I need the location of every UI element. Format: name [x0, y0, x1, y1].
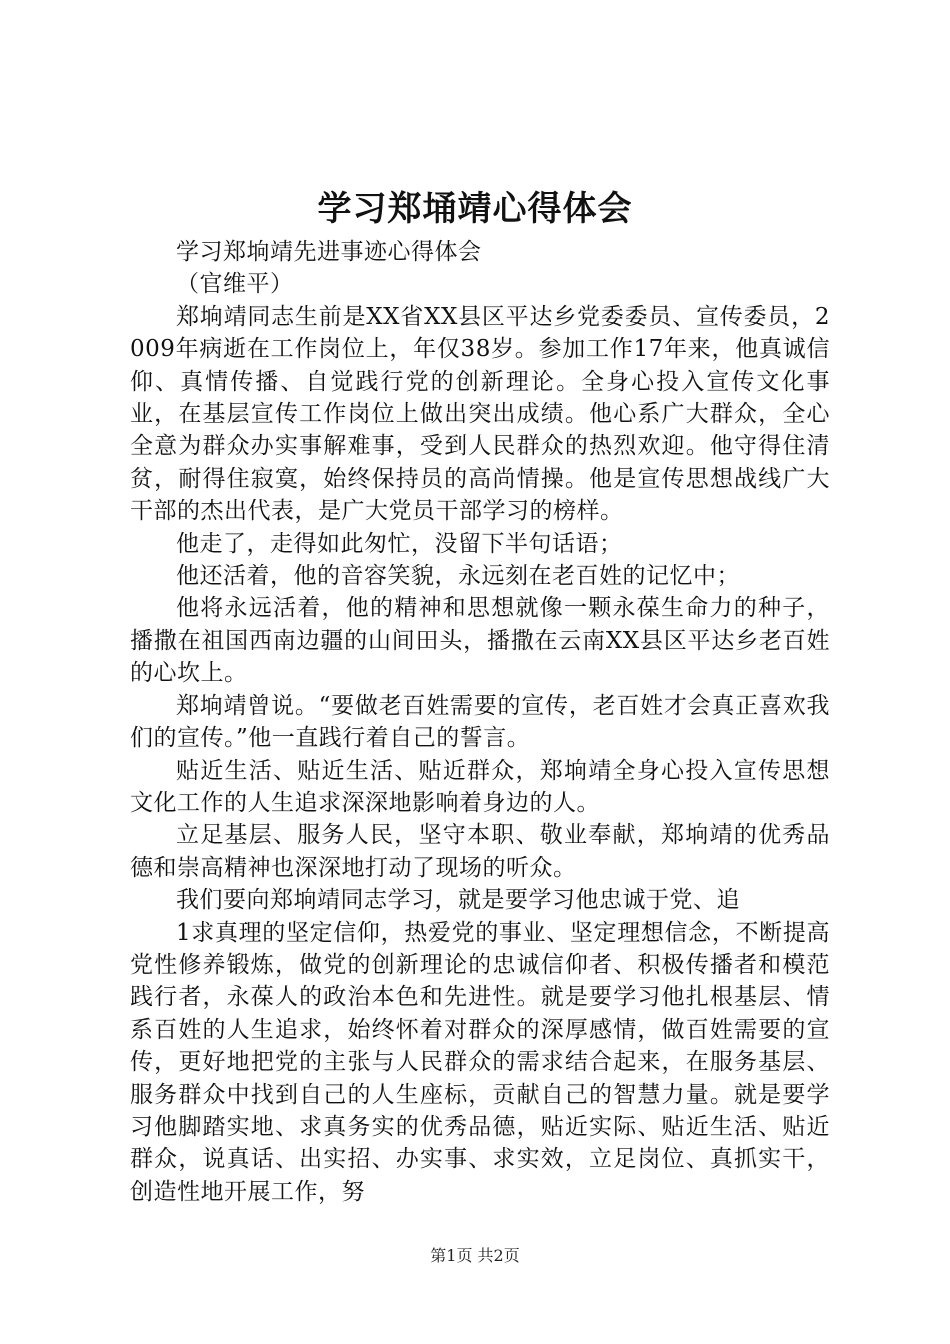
body-paragraph: 立足基层、服务人民，坚守本职、敬业奉献，郑垧靖的优秀品德和崇高精神也深深地打动了现场的听众。: [130, 822, 830, 881]
document-body: [130, 236, 830, 1208]
page-indicator: 第1页 共2页: [430, 1246, 520, 1265]
body-paragraph: 贴近生活、贴近生活、贴近群众，郑垧靖全身心投入宣传思想文化工作的人生追求深深地影响着身边的人。: [130, 757, 830, 816]
body-paragraph: 郑垧靖同志生前是XX省XX县区平达乡党委委员、宣传委员，2009年病逝在工作岗位上，年仅38岁。参加工作17年来，他真诚信仰、真情传播、自觉践行党的创新理论。全身心投入宣传文化事业，在基层宣传工作岗位上做出突出成绩。他心系广大群众，全心全意为群众办实事解难事，受到人民群众的热烈欢迎。他守得住清贫，耐得住寂寞，始终保持员的高尚情操。他是宣传思想战线广大干部的杰出代表，是广大党员干部学习的榜样。: [130, 303, 830, 525]
body-paragraph: 1求真理的坚定信仰，热爱党的事业、坚定理想信念，不断提高党性修养锻炼，做党的创新理论的忠诚信仰者、积极传播者和模范践行者，永葆人的政治本色和先进性。就是要学习他扎根基层、情系百姓的人生追求，始终怀着对群众的深厚感情，做百姓需要的宣传，更好地把党的主张与人民群众的需求结合起来，在服务基层、服务群众中找到自己的人生座标，贡献自己的智慧力量。就是要学习他脚踏实地、求真务实的优秀品德，贴近实际、贴近生活、贴近群众，说真话、出实招、办实事、求实效，立足岗位、真抓实干，创造性地开展工作，努: [130, 919, 830, 1205]
body-paragraph: 郑垧靖曾说。“要做老百姓需要的宣传，老百姓才会真正喜欢我们的宣传。”他一直践行着自己的誓言。: [130, 692, 830, 752]
document-title: 学习郑埇靖心得体会: [317, 189, 633, 229]
subtitle-paragraph: 学习郑垧靖先进事迹心得体会: [176, 239, 482, 265]
body-paragraph: 我们要向郑垧靖同志学习，就是要学习他忠诚于党、追: [176, 887, 740, 914]
body-paragraph: 他将永远活着，他的精神和思想就像一颗永葆生命力的种子，播撒在祖国西南边疆的山间田头，播撒在云南XX县区平达乡老百姓的心坎上。: [130, 595, 830, 687]
body-paragraph: 他还活着，他的音容笑貌，永远刻在老百姓的记忆中；: [176, 563, 740, 590]
author-paragraph: （官维平）: [176, 271, 294, 298]
body-paragraph: 他走了，走得如此匆忙，没留下半句话语；: [176, 530, 623, 557]
